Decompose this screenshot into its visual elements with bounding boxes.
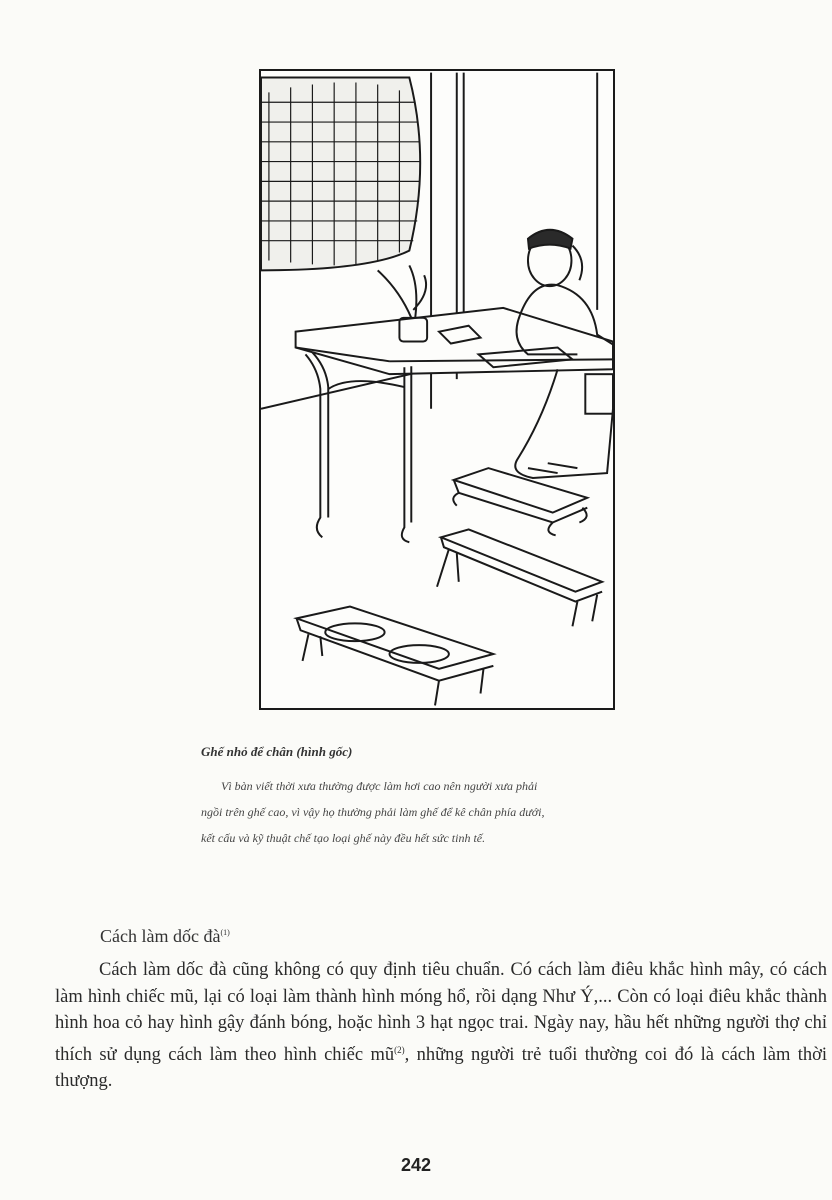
body-paragraph bbox=[55, 957, 827, 1095]
caption-line-2: ngồi trên ghế cao, vì vậy họ thường phải làm ghế để kê chân phía dưới, bbox=[201, 805, 545, 819]
footnote-ref-1: (1) bbox=[220, 928, 230, 937]
page-number: 242 bbox=[400, 1155, 432, 1175]
section-heading bbox=[100, 926, 230, 947]
caption-line-1: Vì bàn viết thời xưa thường được làm hơi cao nên người xưa phải bbox=[221, 779, 538, 793]
caption-line-3: kết cấu và kỹ thuật chế tạo loại ghế này đều hết sức tinh tế. bbox=[201, 831, 486, 845]
illustration-frame bbox=[259, 69, 615, 710]
body-text-part-1: Cách làm dốc đà cũng không có quy định tiêu chuẩn. Có cách làm điêu khắc hình mây, có cách làm hình chiếc mũ, lại có loại làm thành hình móng hổ, rồi dạng Như Ý,... Còn có loại điêu khắc thành hình hoa cỏ hay hình gậy đánh bóng, hoặc hình 3 hạt ngọc trai. Ngày nay, hầu hết những người thợ chỉ thích sử dụng cách làm theo hình chiếc mũ bbox=[55, 960, 827, 1065]
body-text-part-2: , những người trẻ tuổi thường coi đó là cách làm thời thượng. bbox=[55, 1044, 828, 1092]
section-heading-text: Cách làm dốc đà bbox=[100, 926, 221, 946]
scholar-desk-illustration-icon bbox=[261, 71, 613, 708]
figure-caption-title: Ghế nhỏ để chân (hình gốc) bbox=[201, 744, 353, 759]
figure-caption-body bbox=[201, 773, 701, 851]
footnote-ref-2: (2) bbox=[394, 1044, 405, 1055]
